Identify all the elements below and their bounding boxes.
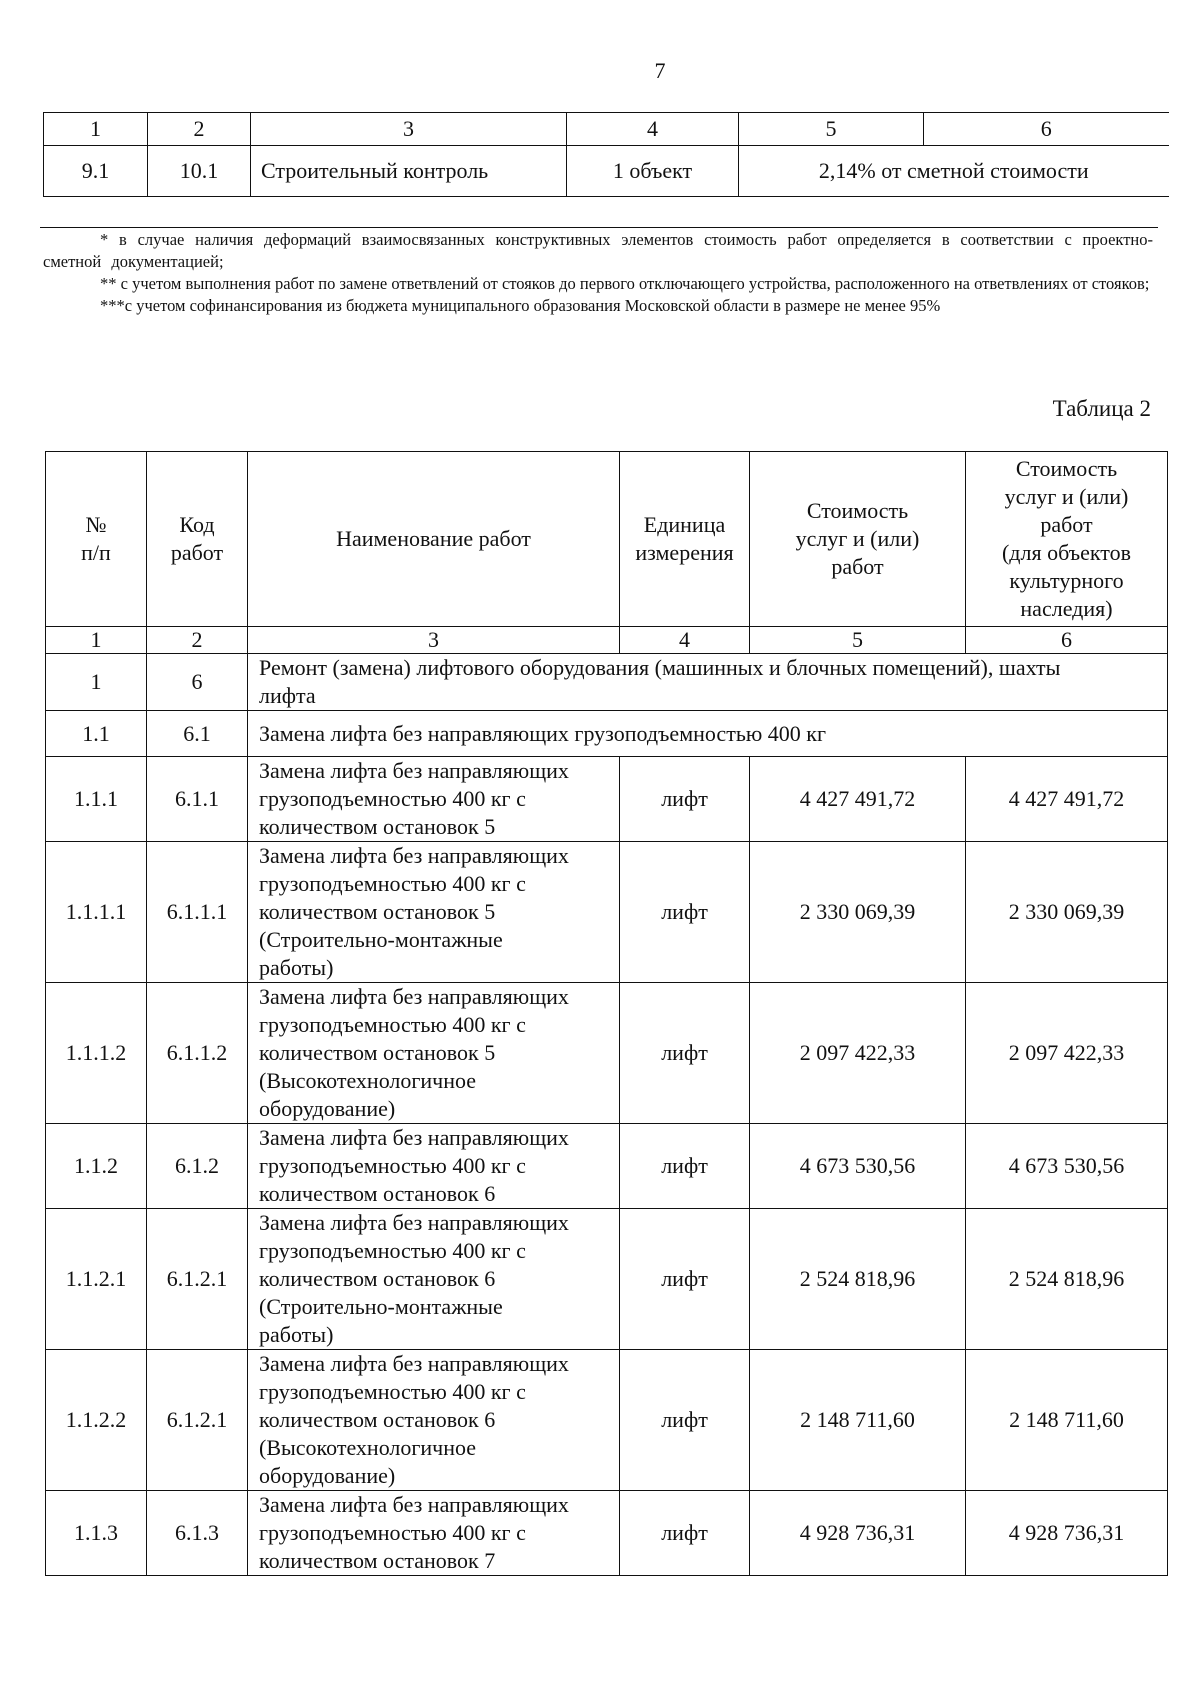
header-number: 2	[148, 113, 251, 146]
footnotes	[43, 229, 1153, 317]
footnote-divider	[40, 227, 1158, 228]
row-name-line: работы)	[259, 955, 334, 980]
header-number: 4	[620, 627, 750, 654]
row-name-line: количеством остановок 5	[259, 814, 496, 839]
header-line: Стоимость	[806, 498, 909, 523]
row-unit: лифт	[620, 1124, 750, 1209]
row-number: 1.1.2.2	[46, 1350, 147, 1491]
table-header	[46, 452, 1168, 627]
row-unit: лифт	[620, 842, 750, 983]
row-code: 6.1.2	[147, 1124, 248, 1209]
row-cost-heritage: 2 330 069,39	[966, 842, 1168, 983]
row-number: 1.1	[46, 711, 147, 757]
row-cost: 2 097 422,33	[750, 983, 966, 1124]
header-line: услуг и (или)	[1004, 484, 1129, 509]
row-name	[248, 1209, 620, 1350]
row-name-line: количеством остановок 6	[259, 1407, 496, 1432]
row-name-line: грузоподъемностью 400 кг с	[259, 786, 526, 811]
row-name-line: Замена лифта без направляющих	[259, 1125, 569, 1150]
table-row	[44, 146, 1169, 197]
row-name-line: (Строительно-монтажные	[259, 1294, 503, 1319]
footnote-2: ** с учетом выполнения работ по замене ответвлений от стояков до первого отключающего устройства, расположенного на ответвлениях от стояков;	[100, 274, 1150, 293]
header-line: услуг и (или)	[795, 526, 920, 551]
row-name-line: оборудование)	[259, 1096, 396, 1121]
header-unit	[620, 452, 750, 627]
row-code: 6.1.2.1	[147, 1350, 248, 1491]
row-number: 1.1.3	[46, 1491, 147, 1576]
row-name-line: (Строительно-монтажные	[259, 927, 503, 952]
header-number: 2	[147, 627, 248, 654]
table-row	[46, 654, 1168, 711]
row-name	[248, 1491, 620, 1576]
row-cost-heritage: 2 524 818,96	[966, 1209, 1168, 1350]
row-name-line: Замена лифта без направляющих грузоподъемностью 400 кг	[259, 720, 826, 746]
row-name-line: грузоподъемностью 400 кг с	[259, 1012, 526, 1037]
row-name-line: Замена лифта без направляющих	[259, 758, 569, 783]
row-cost-heritage: 4 928 736,31	[966, 1491, 1168, 1576]
row-name-line: грузоподъемностью 400 кг с	[259, 1520, 526, 1545]
row-code: 6.1	[147, 711, 248, 757]
header-line: №	[85, 512, 107, 537]
header-line: работ	[170, 540, 224, 565]
row-cost: 2 524 818,96	[750, 1209, 966, 1350]
header-line: п/п	[81, 540, 111, 565]
row-cost-heritage: 2 148 711,60	[966, 1350, 1168, 1491]
header-line: Код	[179, 512, 215, 537]
row-name-line: количеством остановок 6	[259, 1266, 496, 1291]
row-name	[248, 757, 620, 842]
table-header-numbers	[46, 627, 1168, 654]
row-number: 1.1.1.1	[46, 842, 147, 983]
row-name-line: Замена лифта без направляющих	[259, 843, 569, 868]
row-number: 1.1.2	[46, 1124, 147, 1209]
row-name-line: оборудование)	[259, 1463, 396, 1488]
row-code: 6	[147, 654, 248, 711]
table-row	[46, 711, 1168, 757]
row-unit: лифт	[620, 1209, 750, 1350]
row-name-line: Замена лифта без направляющих	[259, 1492, 569, 1517]
row-code: 6.1.1.2	[147, 983, 248, 1124]
row-name-line: количеством остановок 5	[259, 899, 496, 924]
footnote-3: ***с учетом софинансирования из бюджета муниципального образования Московской области в размере не менее 95%	[100, 296, 941, 315]
table-row	[46, 757, 1168, 842]
row-unit: лифт	[620, 983, 750, 1124]
header-cost-heritage	[966, 452, 1168, 627]
row-name-line: грузоподъемностью 400 кг с	[259, 871, 526, 896]
row-name	[248, 654, 1168, 711]
row-name-line: грузоподъемностью 400 кг с	[259, 1379, 526, 1404]
row-number: 1.1.2.1	[46, 1209, 147, 1350]
header-line: работ	[1040, 512, 1093, 537]
row-cost: 4 673 530,56	[750, 1124, 966, 1209]
row-cost-heritage: 2 097 422,33	[966, 983, 1168, 1124]
header-number: 5	[750, 627, 966, 654]
row-cost: 2,14% от сметной стоимости	[739, 146, 1169, 197]
row-number: 9.1	[44, 146, 148, 197]
row-cost-heritage: 4 673 530,56	[966, 1124, 1168, 1209]
row-code: 6.1.2.1	[147, 1209, 248, 1350]
row-name	[248, 842, 620, 983]
row-name-line: количеством остановок 5	[259, 1040, 496, 1065]
row-name: Строительный контроль	[251, 146, 567, 197]
row-name	[248, 1124, 620, 1209]
row-name	[248, 1350, 620, 1491]
header-number: 1	[44, 113, 148, 146]
table-caption: Таблица 2	[1052, 396, 1151, 421]
table-row	[46, 983, 1168, 1124]
table-row	[46, 842, 1168, 983]
row-unit: лифт	[620, 1491, 750, 1576]
header-number: 5	[739, 113, 924, 146]
row-unit: лифт	[620, 1350, 750, 1491]
header-cost	[750, 452, 966, 627]
row-unit: 1 объект	[567, 146, 739, 197]
header-line: культурного	[1009, 568, 1124, 593]
row-code: 6.1.3	[147, 1491, 248, 1576]
row-name-line: грузоподъемностью 400 кг с	[259, 1238, 526, 1263]
row-name-line: Замена лифта без направляющих	[259, 984, 569, 1009]
header-line: Стоимость	[1015, 456, 1118, 481]
header-line: Единица	[643, 512, 726, 537]
row-cost-heritage: 4 427 491,72	[966, 757, 1168, 842]
header-number: 4	[567, 113, 739, 146]
header-line: работ	[831, 554, 884, 579]
row-name-line: количеством остановок 6	[259, 1181, 496, 1206]
header-number: 6	[924, 113, 1169, 146]
row-name-line: грузоподъемностью 400 кг с	[259, 1153, 526, 1178]
row-cost: 2 148 711,60	[750, 1350, 966, 1491]
header-number: 3	[251, 113, 567, 146]
row-name-line: лифта	[259, 683, 316, 708]
row-number: 1.1.1	[46, 757, 147, 842]
row-number: 1	[46, 654, 147, 711]
footnote-1: * в случае наличия деформаций взаимосвязанных конструктивных элементов стоимость работ определяется в соответствии с проектно-сметной документацией;	[43, 230, 1153, 271]
row-code: 10.1	[148, 146, 251, 197]
row-name-line: Замена лифта без направляющих	[259, 1351, 569, 1376]
header-line: (для объектов	[1001, 540, 1131, 565]
row-code: 6.1.1.1	[147, 842, 248, 983]
header-line: измерения	[635, 540, 734, 565]
table-row	[46, 1491, 1168, 1576]
row-cost: 4 427 491,72	[750, 757, 966, 842]
row-cost: 2 330 069,39	[750, 842, 966, 983]
header-num	[46, 452, 147, 627]
header-code	[147, 452, 248, 627]
row-name-line: работы)	[259, 1322, 334, 1347]
row-name-line: (Высокотехнологичное	[259, 1435, 477, 1460]
row-name-line: (Высокотехнологичное	[259, 1068, 477, 1093]
row-name	[248, 983, 620, 1124]
row-name	[248, 711, 1168, 757]
table-header-numbers	[44, 113, 1169, 146]
header-number: 1	[46, 627, 147, 654]
row-cost: 4 928 736,31	[750, 1491, 966, 1576]
page-number: 7	[654, 58, 666, 83]
row-unit: лифт	[620, 757, 750, 842]
row-name-line: количеством остановок 7	[259, 1548, 496, 1573]
continuation-table	[43, 112, 1169, 197]
row-name-line: Ремонт (замена) лифтового оборудования (машинных и блочных помещений), шахты	[259, 655, 1061, 680]
header-name: Наименование работ	[248, 452, 620, 627]
row-code: 6.1.1	[147, 757, 248, 842]
row-name-line: Замена лифта без направляющих	[259, 1210, 569, 1235]
row-number: 1.1.1.2	[46, 983, 147, 1124]
header-number: 3	[248, 627, 620, 654]
header-number: 6	[966, 627, 1168, 654]
table-row	[46, 1350, 1168, 1491]
header-line: наследия)	[1020, 596, 1113, 621]
table-row	[46, 1124, 1168, 1209]
table-row	[46, 1209, 1168, 1350]
works-cost-table	[45, 451, 1168, 1576]
